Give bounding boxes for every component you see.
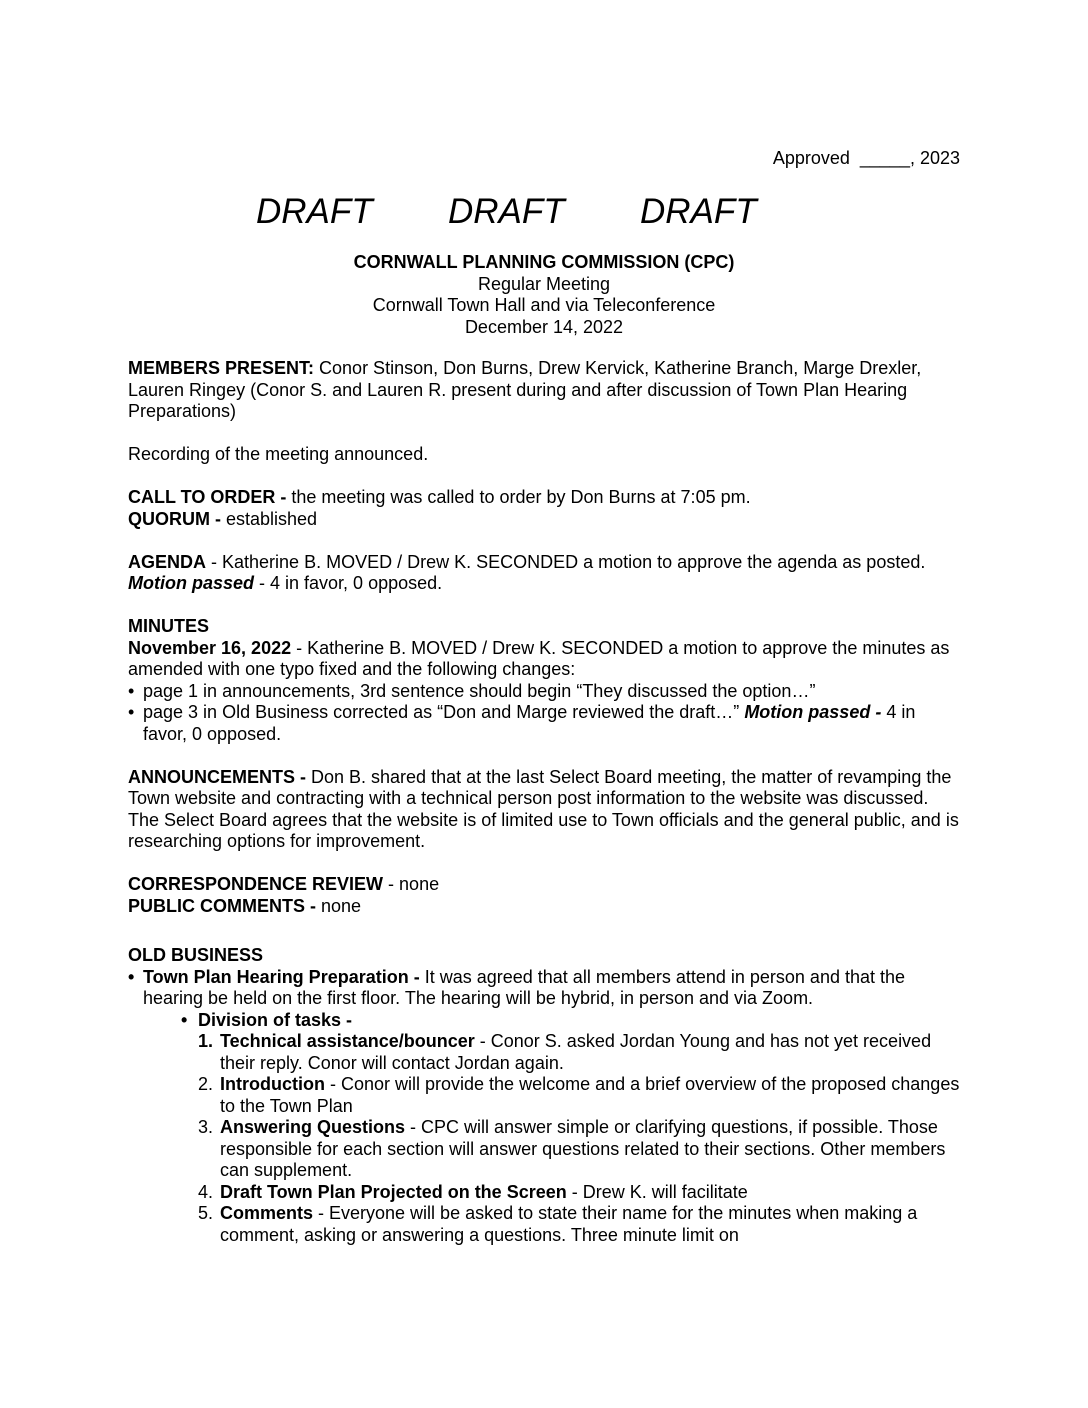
division-of-tasks bbox=[128, 1010, 960, 1032]
task-text: - Conor will provide the welcome and a brief overview of the proposed changes to the Town Plan bbox=[220, 1074, 960, 1116]
task-number: 4. bbox=[198, 1181, 214, 1202]
draft-watermark-row bbox=[256, 192, 832, 232]
draft-label: DRAFT bbox=[640, 192, 757, 231]
agenda-label: AGENDA bbox=[128, 551, 207, 572]
task-label: Technical assistance/bouncer bbox=[220, 1031, 475, 1051]
meeting-location: Cornwall Town Hall and via Teleconference bbox=[372, 295, 716, 315]
task-number: 2. bbox=[198, 1074, 214, 1094]
task-item bbox=[128, 1074, 960, 1117]
public-comments bbox=[128, 896, 960, 918]
task-label: Introduction bbox=[220, 1074, 325, 1094]
minutes-date: November 16, 2022 bbox=[128, 637, 292, 658]
minutes-result: 4 in favor, 0 opposed. bbox=[143, 702, 916, 744]
minutes-text: - Katherine B. MOVED / Drew K. SECONDED a motion to approve the minutes as amended with one typo fixed and the following changes: bbox=[128, 637, 950, 679]
public-comments-label: PUBLIC COMMENTS - bbox=[128, 895, 316, 916]
old-business-item-text: It was agreed that all members attend in person and that the hearing be held on the first floor. The hearing will be hybrid, in person and via Zoom. bbox=[143, 966, 906, 1008]
bullet-mark: • bbox=[128, 680, 135, 701]
correspondence-review bbox=[128, 874, 960, 896]
task-number: 5. bbox=[198, 1203, 214, 1223]
task-item bbox=[128, 1031, 960, 1074]
document-header bbox=[0, 252, 1088, 338]
old-business-heading: OLD BUSINESS bbox=[128, 945, 264, 965]
task-text: - Everyone will be asked to state their name for the minutes when making a comment, asking or answering a questions. Three minute limit on bbox=[220, 1203, 918, 1245]
agenda-motion: Motion passed bbox=[128, 573, 255, 593]
organization-title: CORNWALL PLANNING COMMISSION (CPC) bbox=[353, 252, 735, 272]
announcements-text: Don B. shared that at the last Select Board meeting, the matter of revamping the Town website and contracting with a technical person post information to the website was discussed. The Select Board agrees that the website is of limited use to Town officials and the general public, and is researching options for improvement. bbox=[128, 766, 959, 851]
call-to-order bbox=[128, 487, 960, 509]
members-label: MEMBERS PRESENT: bbox=[128, 358, 315, 378]
approval-line: Approved _____, 2023 bbox=[772, 148, 960, 168]
minutes-change-text: page 3 in Old Business corrected as “Don and Marge reviewed the draft…” bbox=[143, 702, 745, 722]
minutes-approval bbox=[128, 638, 960, 681]
task-label: Draft Town Plan Projected on the Screen bbox=[220, 1181, 567, 1202]
task-text: - Conor S. asked Jordan Young and has not yet received their reply. Conor will contact Jordan again. bbox=[220, 1031, 932, 1073]
call-to-order-label: CALL TO ORDER - bbox=[128, 487, 287, 507]
correspondence-text: - none bbox=[383, 874, 440, 894]
minutes-heading: MINUTES bbox=[128, 616, 209, 636]
bullet-mark: • bbox=[181, 1009, 188, 1030]
old-business-item-label: Town Plan Hearing Preparation - bbox=[143, 966, 420, 987]
draft-label: DRAFT bbox=[256, 192, 373, 231]
meeting-date: December 14, 2022 bbox=[464, 316, 624, 337]
task-item bbox=[128, 1203, 960, 1246]
task-label: Answering Questions bbox=[220, 1117, 406, 1137]
quorum-label: QUORUM - bbox=[128, 508, 221, 529]
task-number: 1. bbox=[198, 1031, 214, 1051]
agenda-section bbox=[128, 552, 960, 595]
task-item bbox=[128, 1182, 960, 1204]
bullet-mark: • bbox=[128, 966, 135, 987]
members-present bbox=[128, 358, 960, 423]
public-comments-text: none bbox=[316, 895, 362, 916]
meeting-type: Regular Meeting bbox=[477, 273, 611, 294]
minutes-body bbox=[128, 358, 960, 1246]
announcements-label: ANNOUNCEMENTS - bbox=[128, 766, 306, 787]
quorum bbox=[128, 509, 960, 531]
task-number: 3. bbox=[198, 1117, 214, 1137]
task-label: Comments bbox=[220, 1203, 314, 1223]
minutes-change-item bbox=[128, 681, 960, 703]
draft-label: DRAFT bbox=[448, 192, 565, 231]
agenda-result: - 4 in favor, 0 opposed. bbox=[254, 573, 443, 593]
old-business-item bbox=[128, 967, 960, 1010]
task-item bbox=[128, 1117, 960, 1182]
recording-note: Recording of the meeting announced. bbox=[128, 444, 429, 464]
call-to-order-text: the meeting was called to order by Don Burns at 7:05 pm. bbox=[286, 487, 751, 507]
announcements-section bbox=[128, 767, 960, 853]
quorum-text: established bbox=[221, 508, 318, 529]
division-of-tasks-label: Division of tasks - bbox=[198, 1009, 353, 1030]
minutes-change-text: page 1 in announcements, 3rd sentence should begin “They discussed the option…” bbox=[143, 680, 816, 701]
task-text: - CPC will answer simple or clarifying questions, if possible. Those responsible for each section will answer questions related to their sections. Other members can supplement. bbox=[220, 1117, 946, 1180]
agenda-text: - Katherine B. MOVED / Drew K. SECONDED a motion to approve the agenda as posted. bbox=[206, 551, 926, 572]
correspondence-label: CORRESPONDENCE REVIEW bbox=[128, 874, 384, 894]
minutes-motion: Motion passed - bbox=[744, 702, 882, 722]
members-text: Conor Stinson, Don Burns, Drew Kervick, Katherine Branch, Marge Drexler, Lauren Ringey (Conor S. and Lauren R. present during and after discussion of Town Plan Hearing Preparations) bbox=[128, 358, 922, 421]
minutes-change-item bbox=[128, 702, 960, 745]
task-text: - Drew K. will facilitate bbox=[566, 1181, 748, 1202]
bullet-mark: • bbox=[128, 702, 135, 722]
